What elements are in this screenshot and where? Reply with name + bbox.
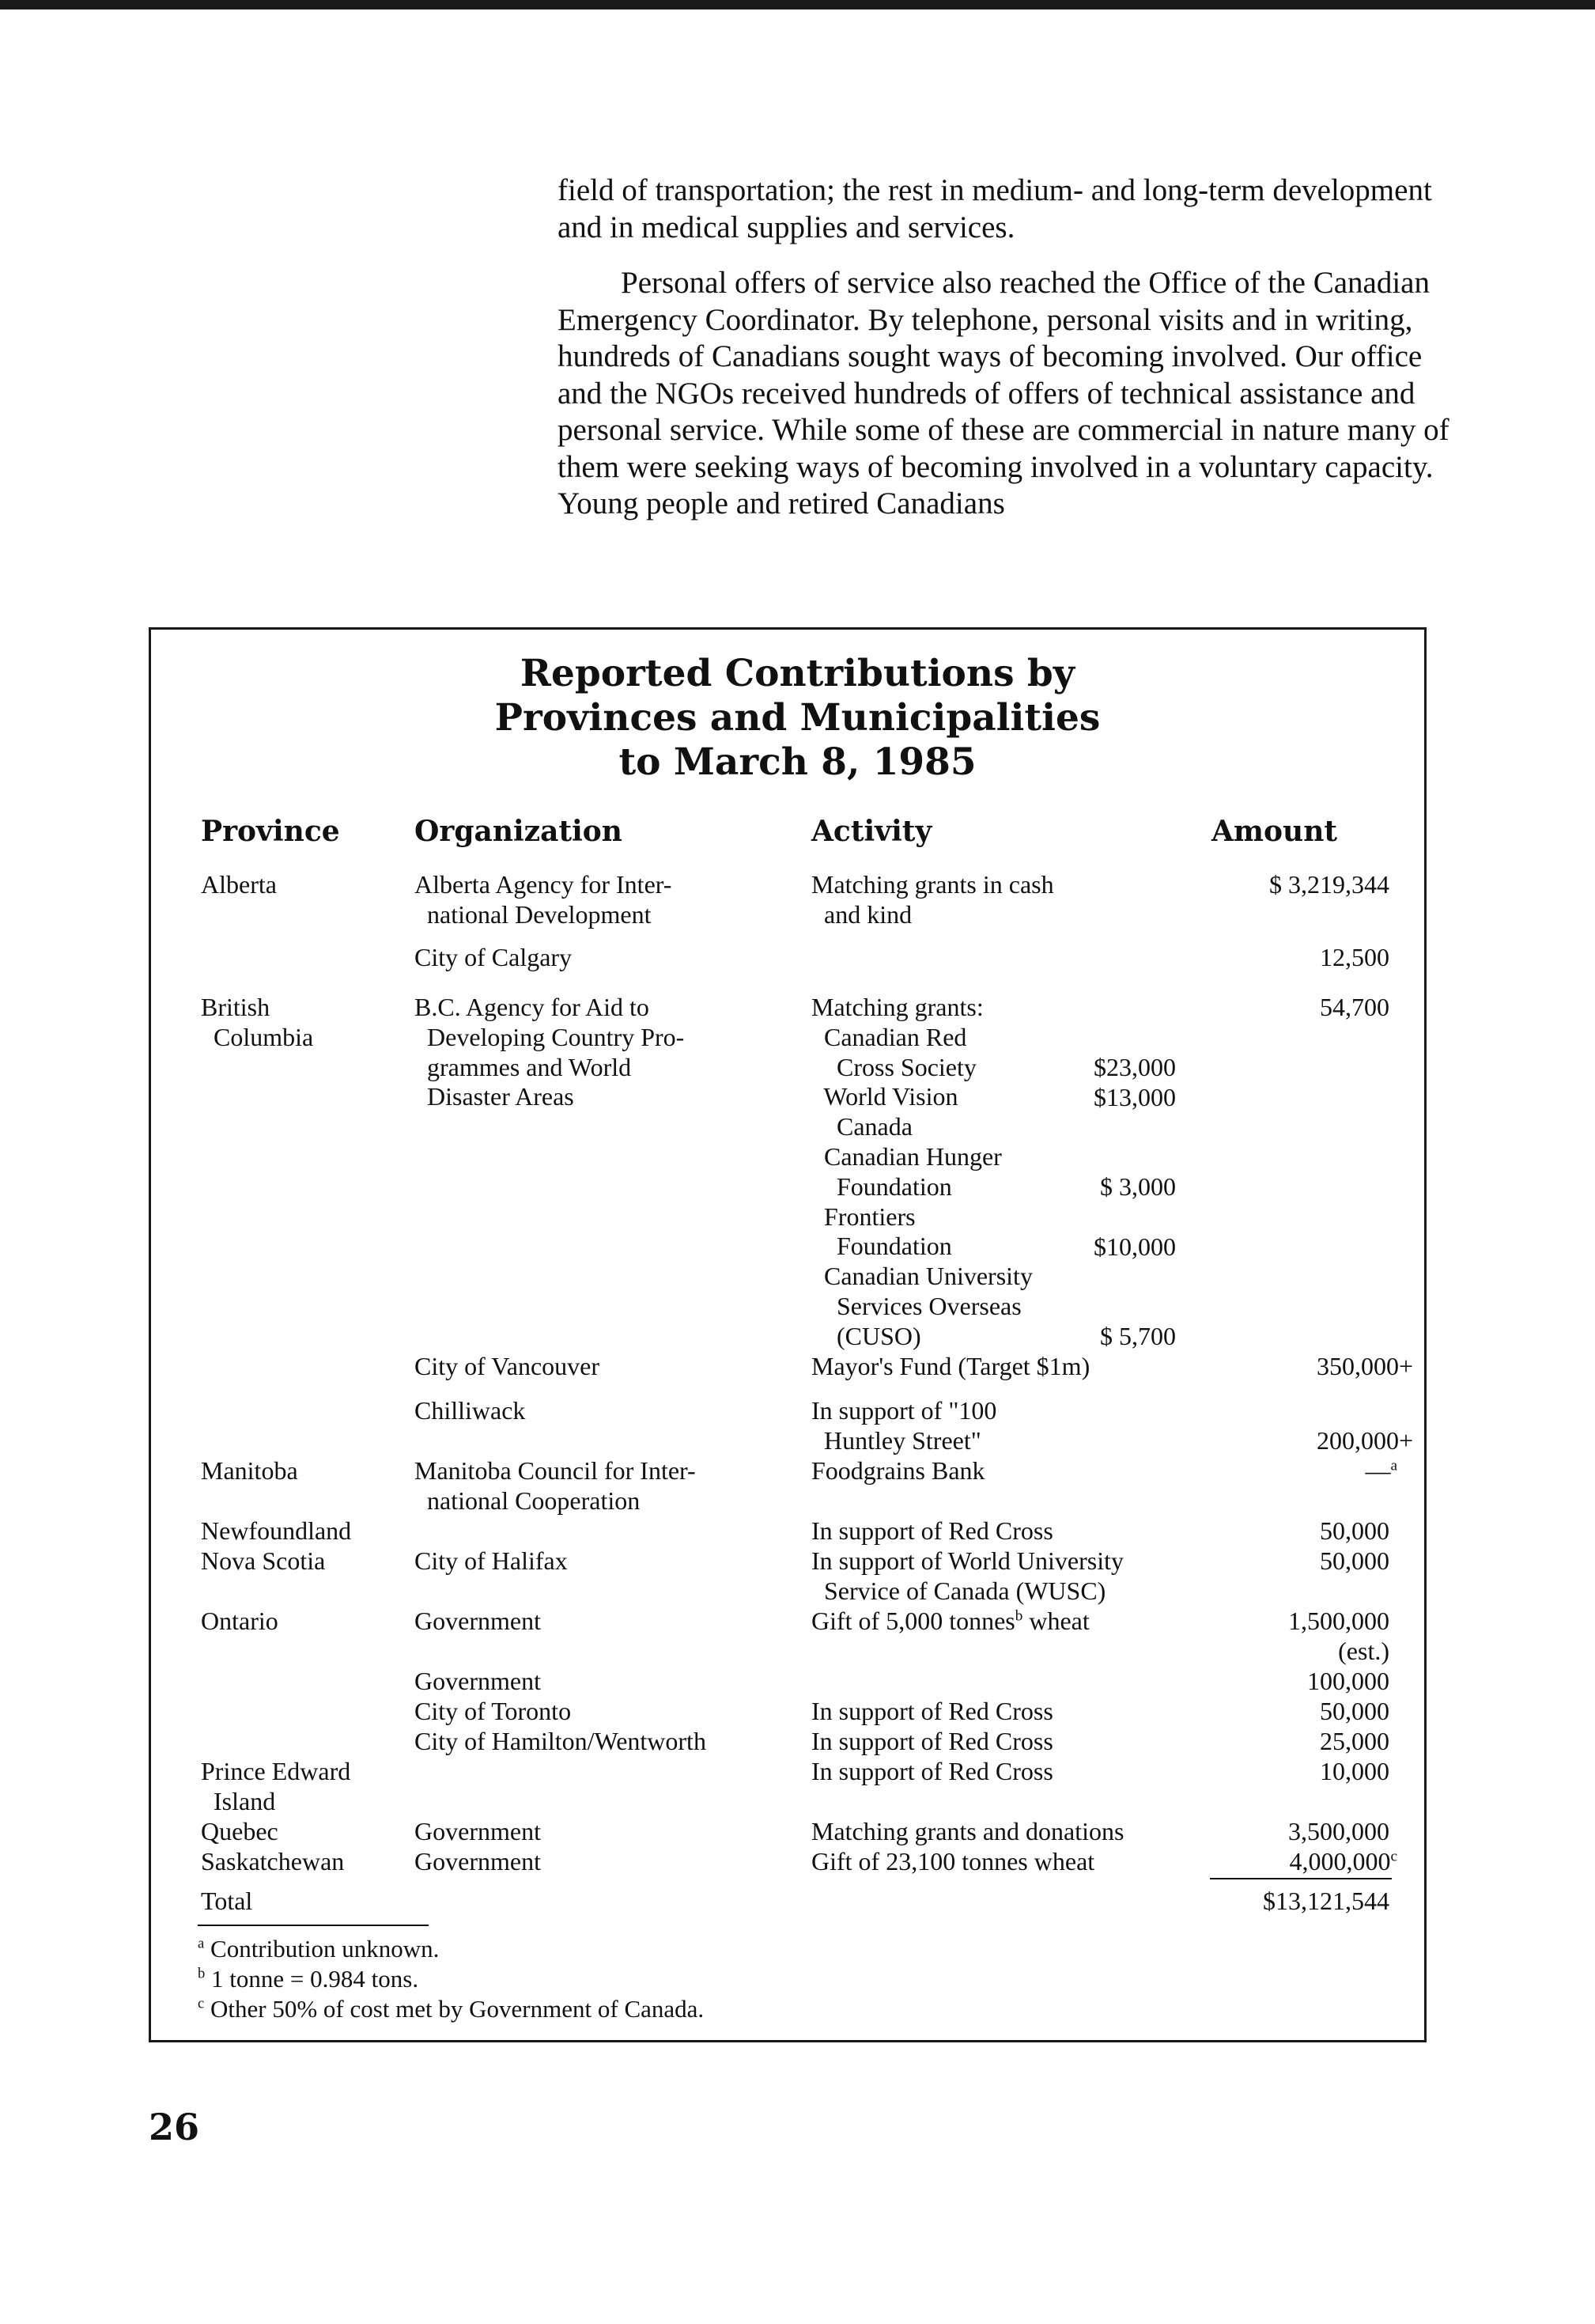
- amount-cell: 10,000: [1320, 1757, 1389, 1785]
- activity-cell: Mayor's Fund (Target $1m): [811, 1352, 1090, 1380]
- total-amount: $13,121,544: [1263, 1887, 1389, 1915]
- activity-text: Gift of 5,000 tonnes: [811, 1607, 1015, 1635]
- organization-cell: B.C. Agency for Aid to Developing Country Pro- grammes and World Disaster Areas: [414, 993, 685, 1111]
- sub-amount: $23,000: [1094, 1053, 1176, 1081]
- amount-cell: 50,000: [1320, 1516, 1389, 1545]
- header-organization: Organization: [414, 815, 622, 848]
- organization-cell: City of Calgary: [414, 943, 573, 971]
- sub-amount: $ 5,700: [1100, 1322, 1176, 1350]
- sub-amount: $ 3,000: [1100, 1172, 1176, 1201]
- top-rule: [0, 0, 1595, 9]
- amount-cell: 1,500,000 (est.): [1288, 1607, 1389, 1665]
- table-title: [0, 652, 1595, 785]
- organization-cell: Alberta Agency for Inter- national Development: [414, 870, 672, 929]
- province-cell: Quebec: [201, 1817, 278, 1845]
- footnote-mark: b: [198, 1965, 206, 1982]
- amount-cell: 25,000: [1320, 1727, 1389, 1755]
- organization-cell: Government: [414, 1667, 541, 1695]
- amount-cell: [1289, 1847, 1397, 1877]
- total-label: Total: [201, 1887, 253, 1915]
- amount-cell: 50,000: [1320, 1697, 1389, 1725]
- footnote-mark: c: [1390, 1848, 1397, 1865]
- footnote: [198, 1994, 704, 2023]
- total-rule: [1210, 1878, 1392, 1879]
- amount-cell: [1365, 1456, 1397, 1486]
- activity-cell: In support of Red Cross: [811, 1757, 1053, 1785]
- activity-text: wheat: [1022, 1607, 1090, 1635]
- title-line: Provinces and Municipalities: [494, 696, 1101, 740]
- title-line: to March 8, 1985: [618, 740, 977, 784]
- activity-cell: [811, 1607, 1090, 1637]
- organization-cell: City of Hamilton/Wentworth: [414, 1727, 706, 1755]
- header-activity: Activity: [811, 815, 932, 848]
- organization-cell: Government: [414, 1847, 541, 1875]
- amount-cell: $ 3,219,344: [1269, 870, 1389, 899]
- footnote-rule: [198, 1925, 429, 1926]
- paragraph: Personal offers of service also reached the Office of the Canadian Emergency Coordinator. By telephone, personal visits and in writing, hundreds of Canadians sought ways of becoming involved. Our office and the NGOs received hundreds of offers of technical assistance and personal service. While some of these are commercial in nature many of them were seeking ways of becoming involved in a voluntary capacity. Young people and retired Canadians: [557, 266, 1449, 520]
- amount-cell: 12,500: [1320, 943, 1389, 971]
- footnote-text: Contribution unknown.: [204, 1935, 440, 1963]
- province-cell: British Columbia: [201, 993, 314, 1051]
- paragraph: field of transportation; the rest in medium- and long-term development and in medical supplies and services.: [557, 173, 1432, 244]
- amount-value: 4,000,000: [1289, 1847, 1391, 1875]
- province-cell: Ontario: [201, 1607, 278, 1635]
- footnote-mark: c: [198, 1995, 205, 2012]
- province-cell: Alberta: [201, 870, 277, 899]
- body-text: [557, 172, 1451, 542]
- footnote-text: 1 tonne = 0.984 tons.: [205, 1965, 419, 1993]
- organization-cell: Chilliwack: [414, 1396, 526, 1425]
- footnote-mark: a: [198, 1935, 205, 1952]
- activity-cell: In support of "100 Huntley Street": [811, 1396, 997, 1455]
- amount-cell: 50,000: [1320, 1546, 1389, 1575]
- activity-cell: Matching grants: Canadian Red Cross Society World Vision Canada Canadian Hunger Foundation Frontiers Foundation Canadian University Services Overseas (CUSO): [811, 993, 1033, 1350]
- footnote-mark: a: [1390, 1457, 1397, 1474]
- province-cell: Newfoundland: [201, 1516, 352, 1545]
- footnote: [198, 1964, 418, 1993]
- activity-cell: In support of Red Cross: [811, 1697, 1053, 1725]
- province-cell: Saskatchewan: [201, 1847, 345, 1875]
- footnote-text: Other 50% of cost met by Government of Canada.: [204, 1995, 705, 2023]
- amount-cell: 100,000: [1307, 1667, 1389, 1695]
- activity-cell: In support of World University Service of Canada (WUSC): [811, 1546, 1124, 1605]
- activity-cell: In support of Red Cross: [811, 1516, 1053, 1545]
- province-cell: Prince Edward Island: [201, 1757, 351, 1815]
- organization-cell: Manitoba Council for Inter- national Cooperation: [414, 1456, 696, 1515]
- header-province: Province: [201, 815, 340, 848]
- title-line: Reported Contributions by: [520, 652, 1075, 695]
- activity-cell: Matching grants and donations: [811, 1817, 1124, 1845]
- amount-cell: 3,500,000: [1288, 1817, 1389, 1845]
- activity-cell: Gift of 23,100 tonnes wheat: [811, 1847, 1095, 1875]
- amount-value: —: [1365, 1456, 1391, 1485]
- organization-cell: City of Halifax: [414, 1546, 568, 1575]
- organization-cell: City of Vancouver: [414, 1352, 600, 1380]
- activity-cell: Foodgrains Bank: [811, 1456, 985, 1485]
- sub-amount: $13,000: [1094, 1083, 1176, 1111]
- footnote: [198, 1934, 439, 1963]
- province-cell: Manitoba: [201, 1456, 298, 1485]
- footnote-mark: b: [1015, 1607, 1023, 1625]
- organization-cell: City of Toronto: [414, 1697, 572, 1725]
- activity-cell: Matching grants in cash and kind: [811, 870, 1054, 929]
- header-amount: Amount: [1211, 815, 1338, 848]
- sub-amount: $10,000: [1094, 1232, 1176, 1261]
- amount-cell: 200,000+: [1316, 1425, 1413, 1455]
- page-number: 26: [149, 2106, 200, 2148]
- amount-cell: 54,700: [1320, 993, 1389, 1021]
- organization-cell: Government: [414, 1817, 541, 1845]
- organization-cell: Government: [414, 1607, 541, 1635]
- activity-cell: In support of Red Cross: [811, 1727, 1053, 1755]
- province-cell: Nova Scotia: [201, 1546, 326, 1575]
- amount-cell: 350,000+: [1316, 1352, 1413, 1380]
